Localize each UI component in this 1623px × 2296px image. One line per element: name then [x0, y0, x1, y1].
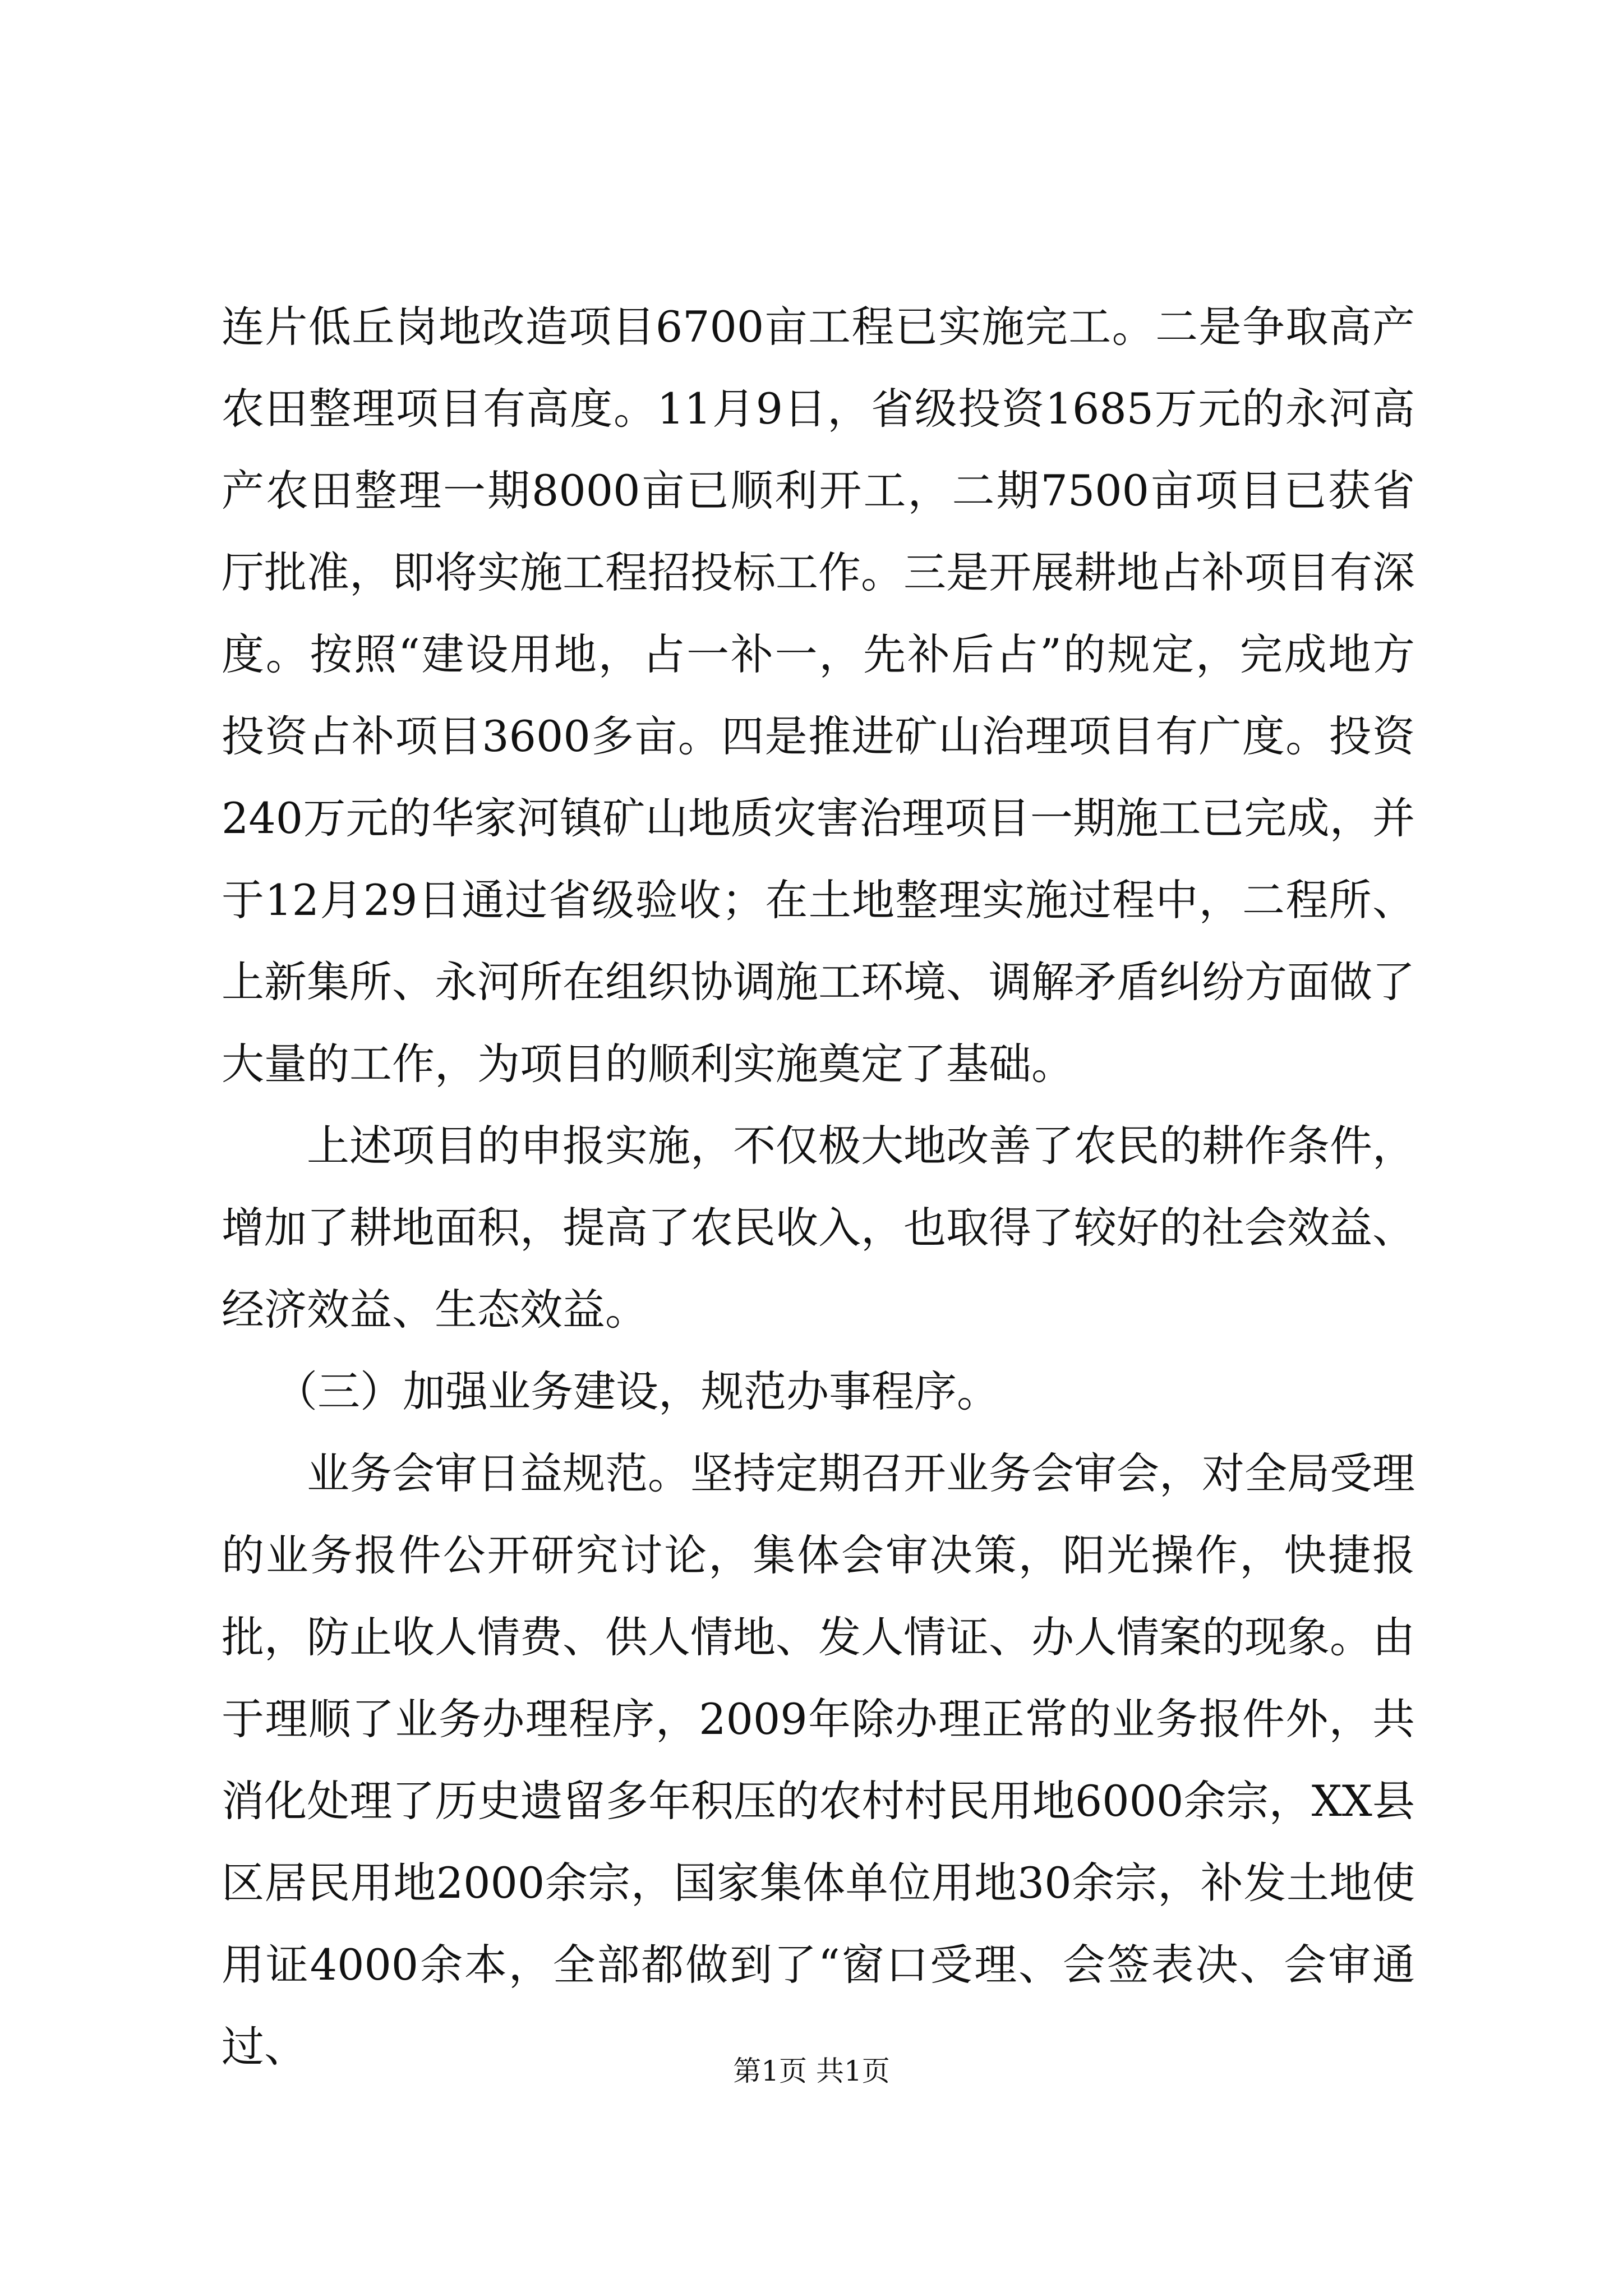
paragraph-business-review: 业务会审日益规范。坚持定期召开业务会审会，对全局受理的业务报件公开研究讨论，集体会审决策，阳光操作，快捷报批，防止收人情费、供人情地、发人情证、办人情案的现象。由于理顺了业务办理程序，2009年除办理正常的业务报件外，共消化处理了历史遗留多年积压的农村村民用地6000余宗，XX县区居民用地2000余宗，国家集体单位用地30余宗，补发土地使用证4000余本，全部都做到了“窗口受理、会签表决、会审通过、 — [222, 1448, 1415, 2072]
section-heading-business-building: （三）加强业务建设，规范办事程序。 — [275, 1366, 999, 1416]
document-body — [222, 286, 1415, 2088]
paragraph-land-projects: 连片低丘岗地改造项目6700亩工程已实施完工。二是争取高产农田整理项目有高度。11月9日，省级投资1685万元的永河高产农田整理一期8000亩已顺利开工，二期7500亩项目已获省厅批准，即将实施工程招投标工作。三是开展耕地占补项目有深度。按照“建设用地，占一补一，先补后占”的规定，完成地方投资占补项目3600多亩。四是推进矿山治理项目有广度。投资240万元的华家河镇矿山地质灾害治理项目一期施工已完成，并于12月29日通过省级验收；在土地整理实施过程中，二程所、上新集所、永河所在组织协调施工环境、调解矛盾纠纷方面做了大量的工作，为项目的顺利实施奠定了基础。 — [222, 302, 1415, 1089]
paragraph-project-benefits: 上述项目的申报实施，不仅极大地改善了农民的耕作条件，增加了耕地面积，提高了农民收入，也取得了较好的社会效益、经济效益、生态效益。 — [222, 1121, 1415, 1335]
page-footer: 第1页 共1页 — [733, 2055, 890, 2087]
